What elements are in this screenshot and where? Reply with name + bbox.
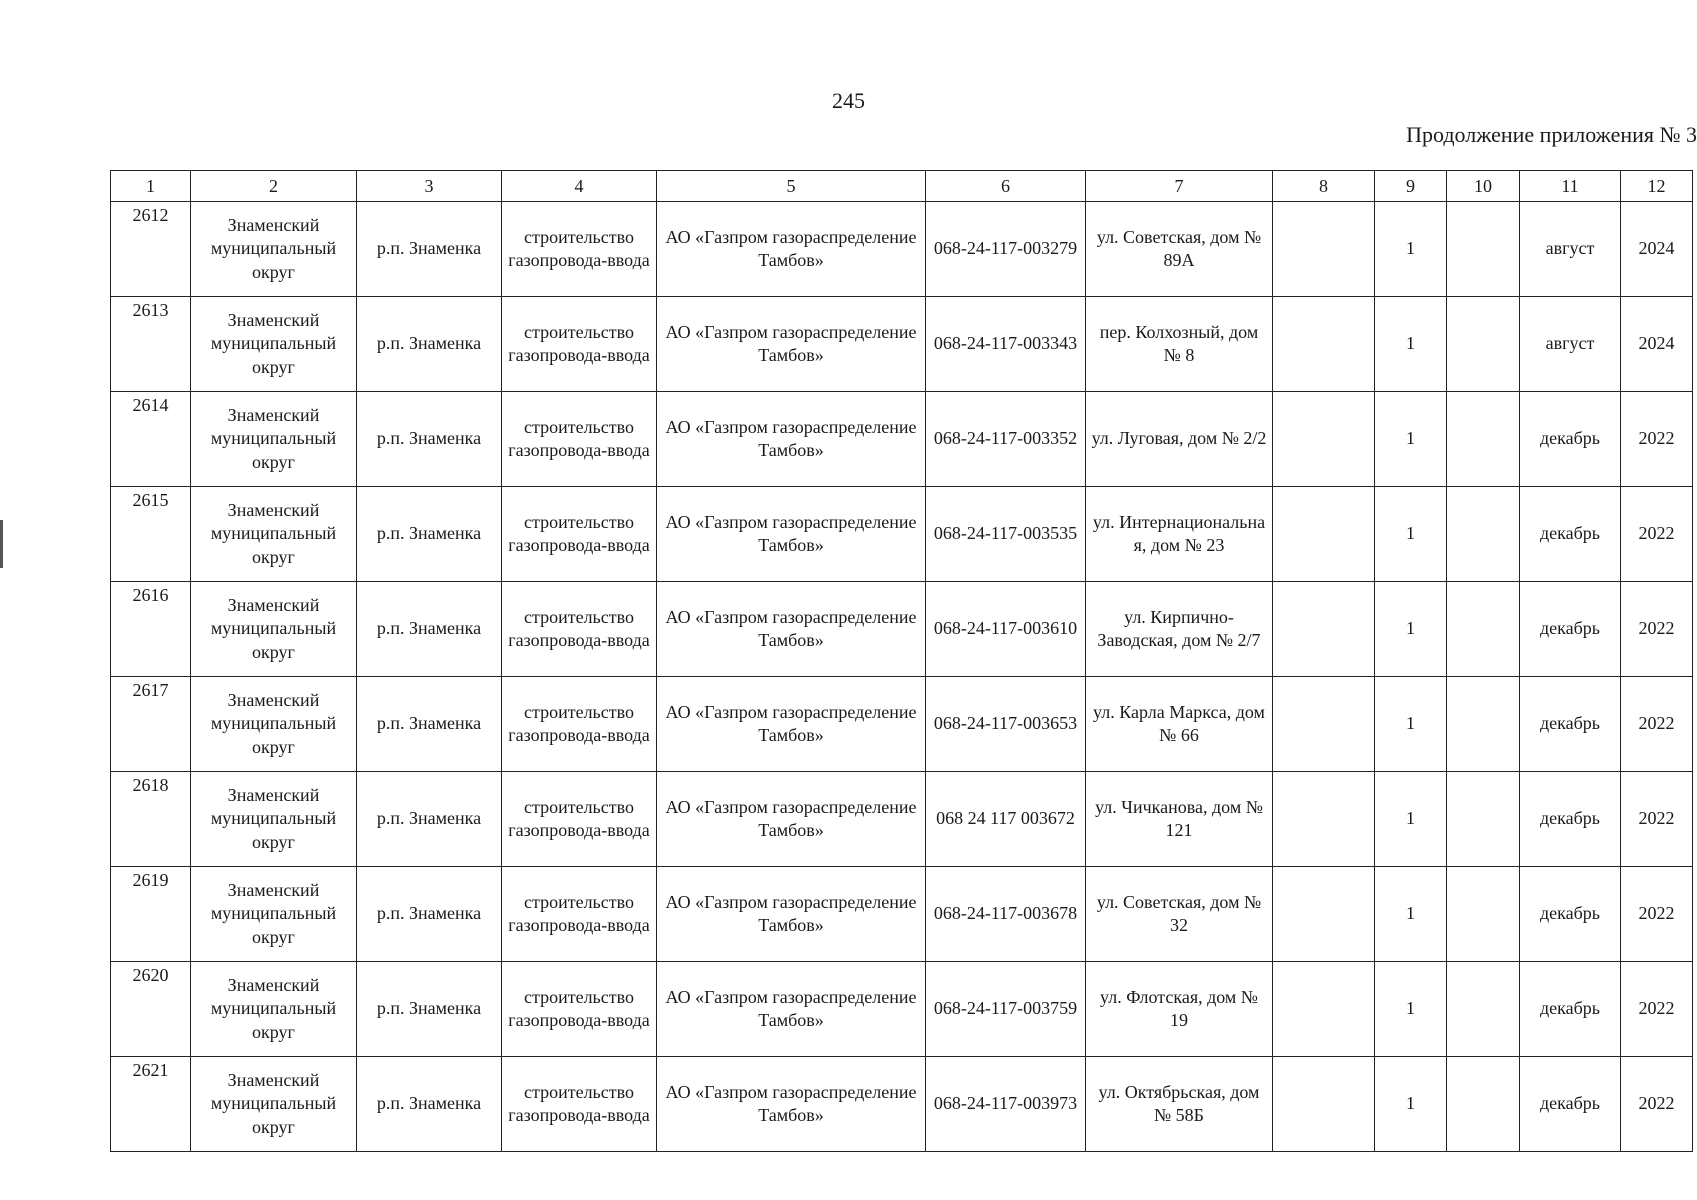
object-code-cell: 068-24-117-003678	[926, 867, 1086, 962]
year-cell: 2022	[1621, 962, 1693, 1057]
column-header-1: 1	[111, 171, 191, 202]
object-code-cell: 068-24-117-003653	[926, 677, 1086, 772]
column-header-10: 10	[1447, 171, 1520, 202]
row-number-cell: 2619	[111, 867, 191, 962]
organization-cell: АО «Газпром газораспределение Тамбов»	[657, 867, 926, 962]
work-type-cell: строительство газопровода-ввода	[502, 867, 657, 962]
month-cell: август	[1520, 202, 1621, 297]
row-number-cell: 2620	[111, 962, 191, 1057]
organization-cell: АО «Газпром газораспределение Тамбов»	[657, 297, 926, 392]
quantity-cell: 1	[1375, 392, 1447, 487]
column-10-cell	[1447, 392, 1520, 487]
column-8-cell	[1273, 1057, 1375, 1152]
table-row	[111, 392, 1693, 487]
quantity-cell: 1	[1375, 487, 1447, 582]
table-row	[111, 297, 1693, 392]
quantity-cell: 1	[1375, 1057, 1447, 1152]
work-type-cell: строительство газопровода-ввода	[502, 487, 657, 582]
column-header-11: 11	[1520, 171, 1621, 202]
address-cell: ул. Октябрьская, дом № 58Б	[1086, 1057, 1273, 1152]
row-number-cell: 2614	[111, 392, 191, 487]
organization-cell: АО «Газпром газораспределение Тамбов»	[657, 772, 926, 867]
settlement-cell: р.п. Знаменка	[357, 867, 502, 962]
column-8-cell	[1273, 392, 1375, 487]
work-type-cell: строительство газопровода-ввода	[502, 677, 657, 772]
table-row	[111, 867, 1693, 962]
quantity-cell: 1	[1375, 582, 1447, 677]
quantity-cell: 1	[1375, 772, 1447, 867]
column-header-5: 5	[657, 171, 926, 202]
work-type-cell: строительство газопровода-ввода	[502, 202, 657, 297]
year-cell: 2022	[1621, 772, 1693, 867]
column-header-4: 4	[502, 171, 657, 202]
table-row	[111, 677, 1693, 772]
column-8-cell	[1273, 867, 1375, 962]
work-type-cell: строительство газопровода-ввода	[502, 962, 657, 1057]
column-10-cell	[1447, 867, 1520, 962]
address-cell: пер. Колхозный, дом № 8	[1086, 297, 1273, 392]
district-cell: Знаменский муниципальный округ	[191, 962, 357, 1057]
month-cell: декабрь	[1520, 1057, 1621, 1152]
row-number-cell: 2612	[111, 202, 191, 297]
row-number-cell: 2617	[111, 677, 191, 772]
column-header-7: 7	[1086, 171, 1273, 202]
object-code-cell: 068-24-117-003279	[926, 202, 1086, 297]
month-cell: декабрь	[1520, 867, 1621, 962]
header-row	[111, 171, 1693, 202]
object-code-cell: 068 24 117 003672	[926, 772, 1086, 867]
table-row	[111, 1057, 1693, 1152]
column-10-cell	[1447, 582, 1520, 677]
settlement-cell: р.п. Знаменка	[357, 1057, 502, 1152]
address-cell: ул. Советская, дом № 32	[1086, 867, 1273, 962]
month-cell: декабрь	[1520, 487, 1621, 582]
column-10-cell	[1447, 772, 1520, 867]
year-cell: 2022	[1621, 867, 1693, 962]
district-cell: Знаменский муниципальный округ	[191, 867, 357, 962]
table-row	[111, 962, 1693, 1057]
address-cell: ул. Луговая, дом № 2/2	[1086, 392, 1273, 487]
column-8-cell	[1273, 202, 1375, 297]
work-type-cell: строительство газопровода-ввода	[502, 772, 657, 867]
object-code-cell: 068-24-117-003352	[926, 392, 1086, 487]
month-cell: август	[1520, 297, 1621, 392]
object-code-cell: 068-24-117-003973	[926, 1057, 1086, 1152]
district-cell: Знаменский муниципальный округ	[191, 772, 357, 867]
organization-cell: АО «Газпром газораспределение Тамбов»	[657, 1057, 926, 1152]
month-cell: декабрь	[1520, 392, 1621, 487]
column-10-cell	[1447, 1057, 1520, 1152]
column-8-cell	[1273, 297, 1375, 392]
register-table	[110, 170, 1693, 1152]
organization-cell: АО «Газпром газораспределение Тамбов»	[657, 582, 926, 677]
table-row	[111, 202, 1693, 297]
work-type-cell: строительство газопровода-ввода	[502, 392, 657, 487]
object-code-cell: 068-24-117-003343	[926, 297, 1086, 392]
district-cell: Знаменский муниципальный округ	[191, 582, 357, 677]
settlement-cell: р.п. Знаменка	[357, 582, 502, 677]
year-cell: 2022	[1621, 582, 1693, 677]
organization-cell: АО «Газпром газораспределение Тамбов»	[657, 962, 926, 1057]
quantity-cell: 1	[1375, 962, 1447, 1057]
column-8-cell	[1273, 487, 1375, 582]
settlement-cell: р.п. Знаменка	[357, 202, 502, 297]
page-number: 245	[832, 88, 865, 113]
year-cell: 2022	[1621, 677, 1693, 772]
quantity-cell: 1	[1375, 297, 1447, 392]
settlement-cell: р.п. Знаменка	[357, 487, 502, 582]
month-cell: декабрь	[1520, 962, 1621, 1057]
column-10-cell	[1447, 487, 1520, 582]
work-type-cell: строительство газопровода-ввода	[502, 582, 657, 677]
address-cell: ул. Флотская, дом № 19	[1086, 962, 1273, 1057]
column-10-cell	[1447, 297, 1520, 392]
month-cell: декабрь	[1520, 772, 1621, 867]
quantity-cell: 1	[1375, 202, 1447, 297]
column-10-cell	[1447, 677, 1520, 772]
column-header-2: 2	[191, 171, 357, 202]
object-code-cell: 068-24-117-003535	[926, 487, 1086, 582]
work-type-cell: строительство газопровода-ввода	[502, 297, 657, 392]
column-8-cell	[1273, 582, 1375, 677]
table-body	[111, 202, 1693, 1152]
organization-cell: АО «Газпром газораспределение Тамбов»	[657, 392, 926, 487]
year-cell: 2022	[1621, 487, 1693, 582]
organization-cell: АО «Газпром газораспределение Тамбов»	[657, 487, 926, 582]
address-cell: ул. Интернациональна я, дом № 23	[1086, 487, 1273, 582]
row-number-cell: 2621	[111, 1057, 191, 1152]
work-type-cell: строительство газопровода-ввода	[502, 1057, 657, 1152]
year-cell: 2022	[1621, 1057, 1693, 1152]
scan-edge-mark	[0, 520, 3, 568]
settlement-cell: р.п. Знаменка	[357, 392, 502, 487]
object-code-cell: 068-24-117-003759	[926, 962, 1086, 1057]
row-number-cell: 2615	[111, 487, 191, 582]
quantity-cell: 1	[1375, 677, 1447, 772]
district-cell: Знаменский муниципальный округ	[191, 487, 357, 582]
address-cell: ул. Советская, дом № 89А	[1086, 202, 1273, 297]
table-row	[111, 582, 1693, 677]
organization-cell: АО «Газпром газораспределение Тамбов»	[657, 677, 926, 772]
quantity-cell: 1	[1375, 867, 1447, 962]
district-cell: Знаменский муниципальный округ	[191, 297, 357, 392]
column-8-cell	[1273, 772, 1375, 867]
address-cell: ул. Кирпично-Заводская, дом № 2/7	[1086, 582, 1273, 677]
address-cell: ул. Чичканова, дом № 121	[1086, 772, 1273, 867]
settlement-cell: р.п. Знаменка	[357, 677, 502, 772]
year-cell: 2024	[1621, 297, 1693, 392]
appendix-note: Продолжение приложения № 3	[1406, 122, 1697, 147]
column-header-8: 8	[1273, 171, 1375, 202]
row-number-cell: 2616	[111, 582, 191, 677]
column-10-cell	[1447, 202, 1520, 297]
column-header-6: 6	[926, 171, 1086, 202]
month-cell: декабрь	[1520, 677, 1621, 772]
month-cell: декабрь	[1520, 582, 1621, 677]
column-8-cell	[1273, 962, 1375, 1057]
row-number-cell: 2618	[111, 772, 191, 867]
settlement-cell: р.п. Знаменка	[357, 772, 502, 867]
column-10-cell	[1447, 962, 1520, 1057]
column-header-9: 9	[1375, 171, 1447, 202]
column-header-3: 3	[357, 171, 502, 202]
district-cell: Знаменский муниципальный округ	[191, 202, 357, 297]
address-cell: ул. Карла Маркса, дом № 66	[1086, 677, 1273, 772]
row-number-cell: 2613	[111, 297, 191, 392]
organization-cell: АО «Газпром газораспределение Тамбов»	[657, 202, 926, 297]
year-cell: 2022	[1621, 392, 1693, 487]
district-cell: Знаменский муниципальный округ	[191, 677, 357, 772]
settlement-cell: р.п. Знаменка	[357, 297, 502, 392]
district-cell: Знаменский муниципальный округ	[191, 392, 357, 487]
object-code-cell: 068-24-117-003610	[926, 582, 1086, 677]
table-row	[111, 487, 1693, 582]
table-row	[111, 772, 1693, 867]
column-8-cell	[1273, 677, 1375, 772]
settlement-cell: р.п. Знаменка	[357, 962, 502, 1057]
column-header-12: 12	[1621, 171, 1693, 202]
district-cell: Знаменский муниципальный округ	[191, 1057, 357, 1152]
year-cell: 2024	[1621, 202, 1693, 297]
